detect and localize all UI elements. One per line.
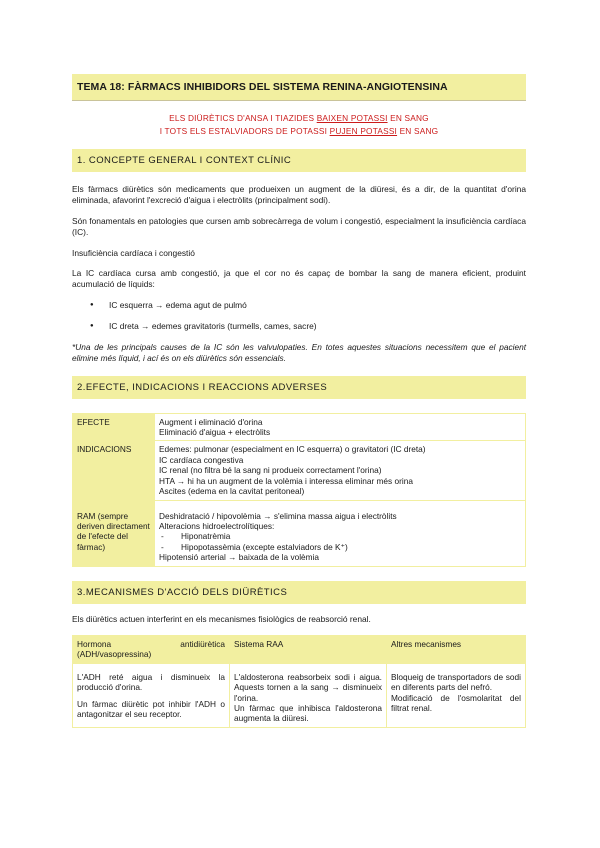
cell-line: Bloqueig de transportadors de sodi en diferents parts del nefró.: [391, 671, 521, 693]
row-content: [155, 500, 526, 566]
paragraph: La IC cardíaca cursa amb congestió, ja que el cor no és capaç de bombar la sang de manera eficient, produint acumulació de líquids:: [72, 268, 526, 290]
column-header: Sistema RAA: [230, 635, 387, 663]
table-header-row: [73, 635, 526, 663]
mechanisms-table: [72, 635, 526, 728]
list-item: ● IC dreta → edemes gravitatoris (turmells, cames, sacre): [72, 321, 526, 332]
cell-line: L'ADH reté aigua i disminueix la producció d'orina.: [77, 671, 225, 693]
notice-line-1: [72, 112, 526, 125]
dash-item: - Hiponatrèmia: [159, 531, 521, 541]
column-header: Altres mecanismes: [387, 635, 526, 663]
notice-underlined: BAIXEN POTASSI: [316, 113, 388, 123]
cell-line: HTA → hi ha un augment de la volèmia i interessa eliminar més orina: [159, 475, 413, 486]
document-page: [72, 74, 526, 728]
paragraph: Insuficiència cardíaca i congestió: [72, 247, 195, 258]
cell-line: Ascites (edema en la cavitat peritoneal): [159, 486, 305, 497]
notice-line-2: [72, 125, 526, 138]
document-title: TEMA 18: FÀRMACS INHIBIDORS DEL SISTEMA RENINA-ANGIOTENSINA: [72, 74, 526, 101]
row-label: RAM (sempre deriven directament de l'efecte del fàrmac): [73, 500, 155, 566]
cell-line: Modificació de l'osmolaritat del filtrat renal.: [391, 692, 521, 713]
effects-table: [72, 413, 526, 567]
paragraph: Els fàrmacs diürètics són medicaments que produeixen un augment de la diüresi, és a dir, de la quantitat d'orina eliminada, afavorint l'excreció d'aigua i electròlits (principalment sodi).: [72, 184, 526, 206]
cell-line: IC cardíaca congestiva: [159, 454, 244, 465]
cell-line: Hipotensió arterial → baixada de la volèmia: [159, 552, 320, 563]
section-2-heading: 2.EFECTE, INDICACIONS I REACCIONS ADVERSES: [72, 376, 526, 399]
table-cell: [73, 663, 230, 727]
cell-line: Un fàrmac que inhibisca l'aldosterona augmenta la diüresi.: [234, 702, 382, 724]
table-row: [73, 413, 526, 441]
row-content: [155, 413, 526, 441]
dash-item: - Hipopotassèmia (excepte estalviadors de K⁺): [159, 542, 521, 552]
paragraph: Són fonamentals en patologies que cursen amb sobrecàrrega de volum i congestió, especialment la insuficiència cardíaca (IC).: [72, 215, 526, 238]
table-row: [73, 441, 526, 500]
row-content: [155, 441, 526, 500]
cell-line: IC renal (no filtra bé la sang ni produeix correctament l'orina): [159, 465, 382, 476]
section-3-heading: 3.MECANISMES D'ACCIÓ DELS DIÜRÈTICS: [72, 581, 526, 604]
row-label: EFECTE: [73, 413, 155, 441]
table-cell: [387, 663, 526, 727]
potassium-notice: [72, 112, 526, 137]
notice-text: ELS DIÜRÈTICS D'ANSA I TIAZIDES: [169, 113, 317, 123]
cell-line: Eliminació d'aigua + electròlits: [159, 427, 271, 438]
row-label: INDICACIONS: [73, 441, 155, 500]
cell-line: L'aldosterona reabsorbeix sodi i aigua. Aquests tornen a la sang → disminueix l'orina.: [234, 671, 382, 703]
bullet-list: [72, 300, 526, 332]
paragraph: Els diürètics actuen interferint en els mecanismes fisiològics de reabsorció renal.: [72, 613, 371, 624]
cell-line: Deshidratació / hipovolèmia → s'elimina massa aigua i electròlits: [159, 510, 397, 521]
notice-text: EN SANG: [397, 125, 439, 136]
table-row: [73, 500, 526, 566]
cell-line: Augment i eliminació d'orina: [159, 416, 263, 427]
table-row: [73, 663, 526, 727]
table-cell: [230, 663, 387, 727]
italic-note: *Una de les principals causes de la IC són les valvulopaties. En totes aquestes situacions necessitem que el pacient elimine més líquid, i ací és on els diürètics són essencials.: [72, 341, 526, 364]
section-1-heading: 1. CONCEPTE GENERAL I CONTEXT CLÍNIC: [72, 149, 526, 172]
notice-underlined: PUJEN POTASSI: [329, 125, 398, 136]
cell-line: Edemes: pulmonar (especialment en IC esquerra) o gravitatori (IC dreta): [159, 444, 426, 455]
column-header: Hormona antidiürètica (ADH/vasopressina): [73, 635, 230, 663]
list-item: ● IC esquerra → edema agut de pulmó: [72, 300, 526, 311]
notice-text: EN SANG: [387, 113, 429, 123]
cell-line: Alteracions hidroelectrolítiques:: [159, 520, 275, 531]
notice-text: I TOTS ELS ESTALVIADORS DE POTASSI: [159, 125, 330, 136]
cell-line: Un fàrmac diürètic pot inhibir l'ADH o antagonitzar el seu receptor.: [77, 698, 225, 719]
